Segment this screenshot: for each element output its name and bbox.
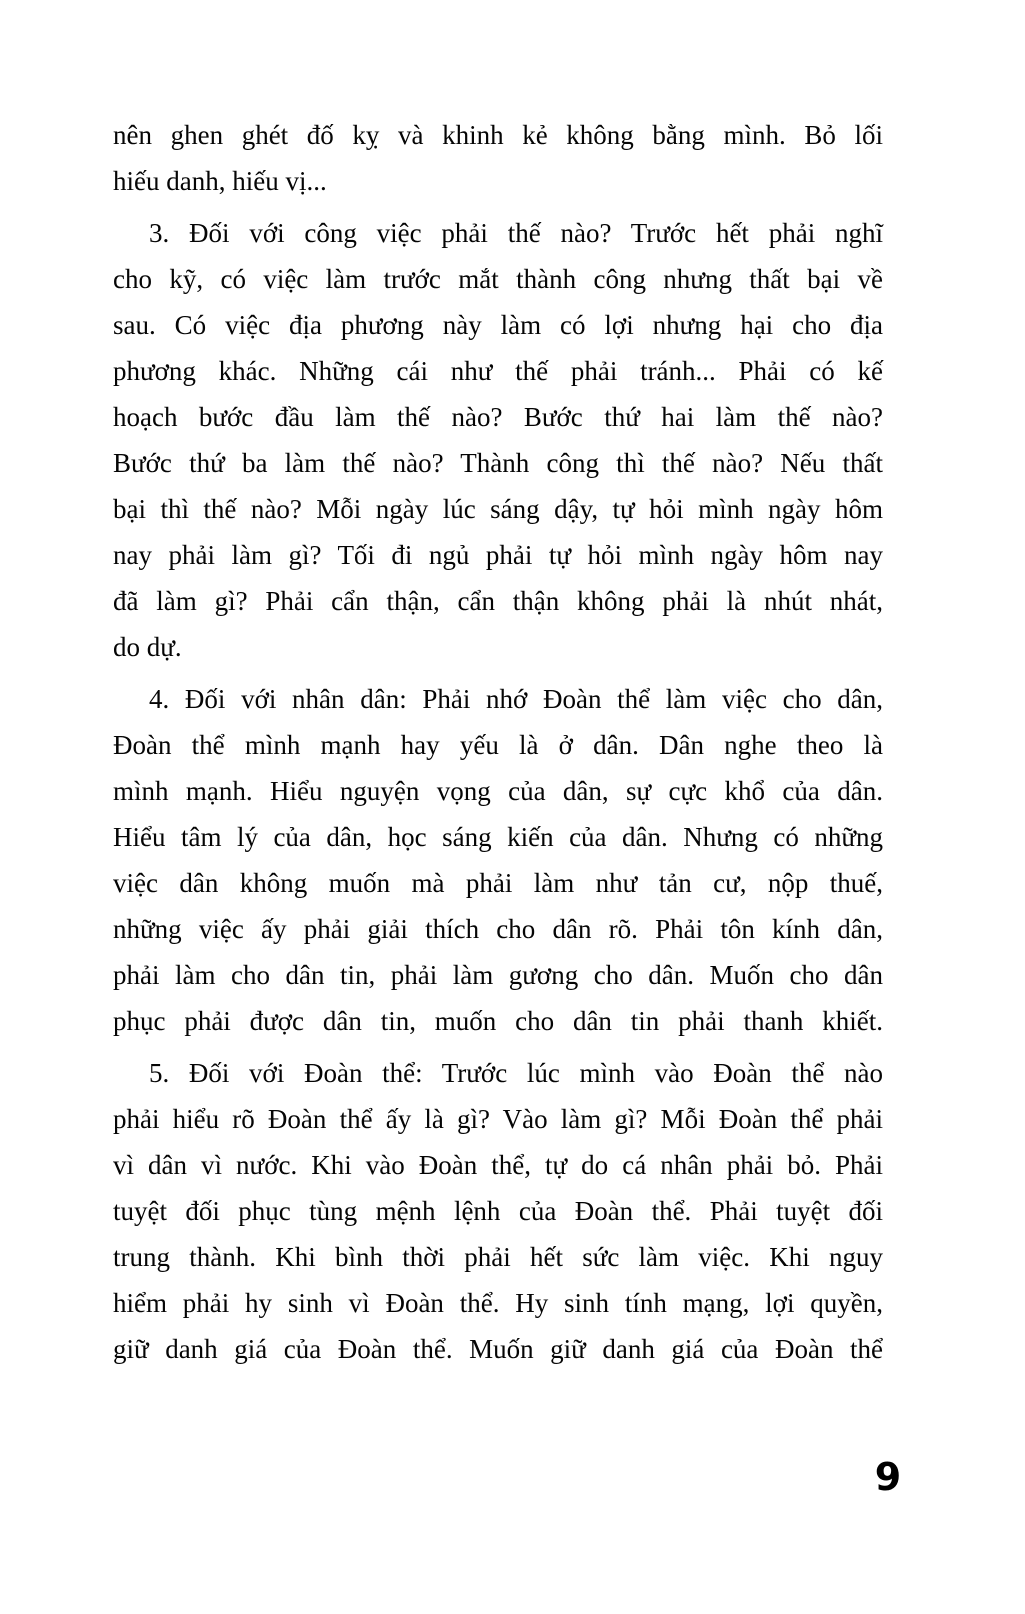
text-line: mình mạnh. Hiểu nguyện vọng của dân, sự cực khổ của dân. [113,776,883,806]
text-line: nay phải làm gì? Tối đi ngủ phải tự hỏi mình ngày hôm nay [113,540,883,570]
text-line: phải hiểu rõ Đoàn thể ấy là gì? Vào làm gì? Mỗi Đoàn thể phải [113,1104,883,1134]
text-line: 5. Đối với Đoàn thể: Trước lúc mình vào Đoàn thể nào [149,1058,883,1088]
text-line: 4. Đối với nhân dân: Phải nhớ Đoàn thể làm việc cho dân, [149,684,883,714]
paragraph-item-3 [113,210,883,670]
text-line: Bước thứ ba làm thế nào? Thành công thì thế nào? Nếu thất [113,448,883,478]
text-line: 3. Đối với công việc phải thế nào? Trước hết phải nghĩ [149,218,883,248]
text-line: hiểm phải hy sinh vì Đoàn thể. Hy sinh tính mạng, lợi quyền, [113,1288,883,1318]
text-line: hiếu danh, hiếu vị... [113,166,327,196]
text-line: phải làm cho dân tin, phải làm gương cho dân. Muốn cho dân [113,960,883,990]
text-line: việc dân không muốn mà phải làm như tản cư, nộp thuế, [113,868,883,898]
text-line: đã làm gì? Phải cẩn thận, cẩn thận không phải là nhút nhát, [113,586,883,616]
text-line: Hiểu tâm lý của dân, học sáng kiến của dân. Nhưng có những [113,822,883,852]
text-line: tuyệt đối phục tùng mệnh lệnh của Đoàn thể. Phải tuyệt đối [113,1196,883,1226]
text-line: vì dân vì nước. Khi vào Đoàn thể, tự do cá nhân phải bỏ. Phải [113,1150,883,1180]
text-line: bại thì thế nào? Mỗi ngày lúc sáng dậy, tự hỏi mình ngày hôm [113,494,883,524]
paragraph-continuation [113,112,883,204]
text-line: hoạch bước đầu làm thế nào? Bước thứ hai làm thế nào? [113,402,883,432]
text-line: sau. Có việc địa phương này làm có lợi nhưng hại cho địa [113,310,883,340]
text-line: giữ danh giá của Đoàn thể. Muốn giữ danh giá của Đoàn thể [113,1334,883,1364]
text-line: do dự. [113,632,182,662]
paragraph-item-5 [113,1050,883,1372]
text-line: phục phải được dân tin, muốn cho dân tin phải thanh khiết. [113,1006,883,1036]
text-line: những việc ấy phải giải thích cho dân rõ. Phải tôn kính dân, [113,914,883,944]
text-line: Đoàn thể mình mạnh hay yếu là ở dân. Dân nghe theo là [113,730,883,760]
page-number: 9 [874,1455,902,1499]
text-line: trung thành. Khi bình thời phải hết sức làm việc. Khi nguy [113,1242,883,1272]
paragraph-item-4 [113,676,883,1044]
text-line: cho kỹ, có việc làm trước mắt thành công nhưng thất bại về [113,264,883,294]
body-text [113,112,883,1372]
text-line: phương khác. Những cái như thế phải tránh... Phải có kế [113,356,883,386]
text-line: nên ghen ghét đố kỵ và khinh kẻ không bằng mình. Bỏ lối [113,120,883,150]
